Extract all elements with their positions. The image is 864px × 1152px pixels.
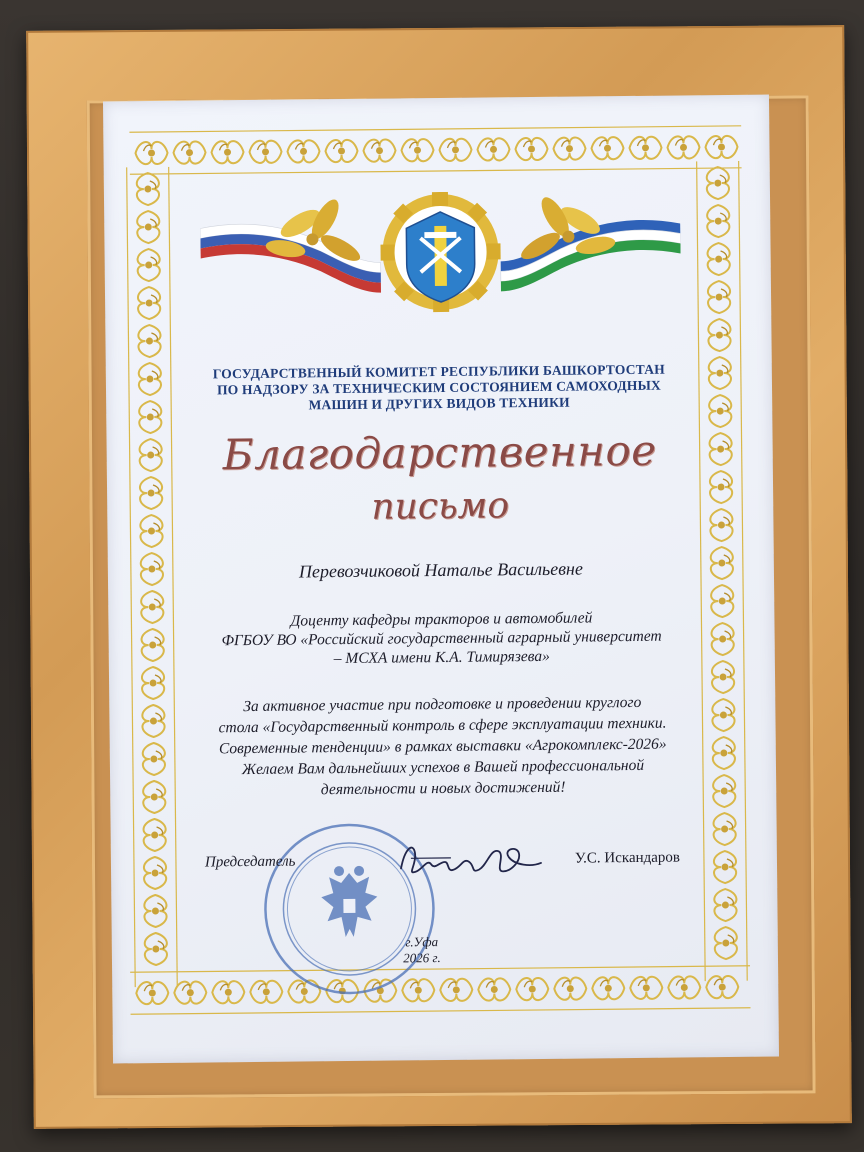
ornament-motif-icon [142,667,164,699]
ornament-motif-icon [515,138,547,160]
ornament-motif-icon [707,167,729,199]
place-year: 2026 г. [403,950,441,966]
ornament-motif-icon [715,927,737,959]
ornament-motif-icon [401,139,433,161]
ornament-motif-icon [211,141,243,163]
ornament-motif-icon [591,137,623,159]
ornament-motif-icon [707,243,729,275]
ornament-motif-icon [705,136,737,158]
ornament-motif-icon [516,978,548,1000]
ornament-motif-icon [478,978,510,1000]
ornament-motif-icon [440,979,472,1001]
org-line-1: ГОСУДАРСТВЕННЫЙ КОМИТЕТ РЕСПУБЛИКИ БАШКОРТОСТАН [212,361,665,382]
ornament-motif-icon [714,889,736,921]
ornament-motif-icon [711,547,733,579]
position-line-3: – МСХА имени К.А. Тимирязева» [333,647,550,668]
ornament-motif-icon [325,140,357,162]
ornament-motif-icon [173,141,205,163]
ornament-motif-icon [287,140,319,162]
ornament-border-bottom [130,963,750,1017]
ornament-motif-icon [139,401,161,433]
ornament-motif-icon [141,591,163,623]
ornament-motif-icon [144,895,166,927]
title-line-2: письмо [371,485,510,528]
ornament-motif-icon [141,553,163,585]
signature-label: Председатель [204,853,296,871]
ornament-motif-icon [145,933,167,965]
ornament-motif-icon [439,139,471,161]
ornament-motif-icon [629,137,661,159]
gratitude-text [157,691,728,802]
body-line-4: Желаем Вам дальнейших успехов в Вашей профессиональной [241,756,645,779]
ornament-motif-icon [553,137,585,159]
ornament-motif-icon [135,142,167,164]
ornament-motif-icon [707,205,729,237]
ornament-motif-icon [137,249,159,281]
ornament-motif-icon [714,851,736,883]
organization-name [166,361,712,415]
ornament-motif-icon [554,977,586,999]
body-line-2: стола «Государственный контроль в сфере эксплуатации техники. [218,714,667,737]
org-line-2: ПО НАДЗОРУ ЗА ТЕХНИЧЕСКИМ СОСТОЯНИЕМ САМОХОДНЫХ [216,377,662,398]
ornament-motif-icon [139,363,161,395]
ornament-motif-icon [668,976,700,998]
certificate-paper [103,95,779,1064]
body-line-1: За активное участие при подготовке и проведении круглого [243,693,642,716]
ornament-motif-icon [711,585,733,617]
place-city: г.Уфа [405,934,439,950]
handwritten-signature [391,827,552,889]
ornament-motif-icon [713,813,735,845]
ornament-motif-icon [138,325,160,357]
place-and-year [362,934,482,967]
recipient-name: Перевозчиковой Наталье Васильевне [298,558,584,582]
recipient-position [168,607,715,670]
signature-row [191,847,711,892]
ornament-motif-icon [143,819,165,851]
position-line-1: Доценту кафедры тракторов и автомобилей [290,609,593,630]
ornament-motif-icon [667,136,699,158]
ornament-motif-icon [138,287,160,319]
gear-emblem-icon [380,191,501,312]
ornament-motif-icon [249,141,281,163]
org-line-3: МАШИН И ДРУГИХ ВИДОВ ТЕХНИКИ [308,394,570,413]
ornament-motif-icon [137,173,159,205]
ornament-motif-icon [630,977,662,999]
ornament-motif-icon [711,623,733,655]
ornament-motif-icon [592,977,624,999]
ornament-motif-icon [708,319,730,351]
ornament-motif-icon [212,981,244,1003]
body-line-5: деятельности и новых достижений! [320,778,566,799]
ornament-motif-icon [137,211,159,243]
title-line-1: Благодарственное [222,425,657,480]
position-line-2: ФГБОУ ВО «Российский государственный аграрный университет [221,627,662,650]
ornament-motif-icon [363,139,395,161]
ornament-motif-icon [712,661,734,693]
emblem-group [200,189,681,324]
signer-name: У.С. Искандаров [574,849,681,867]
ornament-motif-icon [708,281,730,313]
ornament-motif-icon [144,857,166,889]
ornament-motif-icon [709,395,731,427]
ornament-motif-icon [141,629,163,661]
ornament-border-top [129,123,741,177]
ornament-motif-icon [477,138,509,160]
body-line-3: Современные тенденции» в рамках выставки «Агрокомплекс-2026» [218,735,667,758]
